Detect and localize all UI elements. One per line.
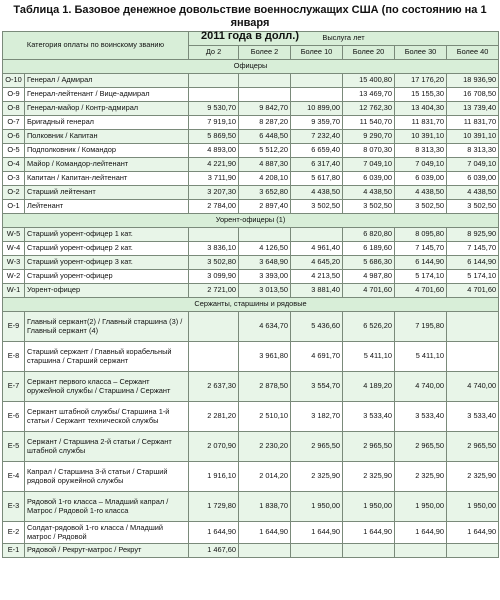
- pay-value-cell: 1 644,90: [447, 522, 499, 544]
- grade-code: E-5: [3, 432, 25, 462]
- year-col-header: Более 2: [239, 46, 291, 60]
- pay-value-cell: 4 438,50: [447, 186, 499, 200]
- grade-code: W-3: [3, 256, 25, 270]
- grade-code: E-4: [3, 462, 25, 492]
- rank-name: Капрал / Старшина 3-й статьи / Старший рядовой оружейной службы: [25, 462, 189, 492]
- rank-name: Рядовой / Рекрут-матрос / Рекрут: [25, 544, 189, 558]
- grade-code: E-6: [3, 402, 25, 432]
- pay-value-cell: 2 784,00: [189, 200, 239, 214]
- category-header: Категория оплаты по воинскому званию: [3, 32, 189, 60]
- pay-value-cell: [189, 74, 239, 88]
- pay-value-cell: 2 965,50: [291, 432, 343, 462]
- pay-value-cell: 4 221,90: [189, 158, 239, 172]
- year-col-header: Более 20: [343, 46, 395, 60]
- grade-code: W-2: [3, 270, 25, 284]
- section-title: Офицеры: [3, 60, 499, 74]
- pay-value-cell: 2 965,50: [447, 432, 499, 462]
- table-row: [3, 522, 499, 544]
- pay-value-cell: 12 762,30: [343, 102, 395, 116]
- table-row: [3, 228, 499, 242]
- pay-value-cell: 2 965,50: [343, 432, 395, 462]
- grade-code: W-1: [3, 284, 25, 298]
- rank-name: Старший сержант / Главный корабельный старшина / Старший сержант: [25, 342, 189, 372]
- pay-value-cell: 3 502,80: [189, 256, 239, 270]
- title-line-1: Таблица 1. Базовое денежное довольствие военнослужащих США (по состоянию на 1 января: [13, 4, 487, 29]
- pay-value-cell: 9 290,70: [343, 130, 395, 144]
- year-col-header: До 2: [189, 46, 239, 60]
- pay-value-cell: [189, 88, 239, 102]
- pay-value-cell: 4 213,50: [291, 270, 343, 284]
- pay-value-cell: 6 659,40: [291, 144, 343, 158]
- grade-code: O-6: [3, 130, 25, 144]
- pay-value-cell: 2 325,90: [395, 462, 447, 492]
- pay-value-cell: 7 049,10: [447, 158, 499, 172]
- pay-value-cell: 4 438,50: [343, 186, 395, 200]
- pay-value-cell: 3 099,90: [189, 270, 239, 284]
- table-row: [3, 88, 499, 102]
- pay-value-cell: 17 176,20: [395, 74, 447, 88]
- pay-value-cell: 3 533,40: [343, 402, 395, 432]
- year-col-header: Более 40: [447, 46, 499, 60]
- pay-value-cell: [447, 544, 499, 558]
- pay-value-cell: [447, 312, 499, 342]
- pay-value-cell: 5 869,50: [189, 130, 239, 144]
- rank-name: Подполковник / Командор: [25, 144, 189, 158]
- grade-code: O-4: [3, 158, 25, 172]
- grade-code: O-7: [3, 116, 25, 130]
- rank-name: Бригадный генерал: [25, 116, 189, 130]
- pay-value-cell: 8 313,30: [395, 144, 447, 158]
- pay-value-cell: 2 325,90: [291, 462, 343, 492]
- pay-value-cell: 7 145,70: [447, 242, 499, 256]
- table-body: [3, 60, 499, 558]
- pay-value-cell: 6 144,90: [395, 256, 447, 270]
- pay-value-cell: 1 838,70: [239, 492, 291, 522]
- rank-name: Сержант первого класса – Сержант оружейной службы / Старшина / Сержант: [25, 372, 189, 402]
- table-row: [3, 544, 499, 558]
- pay-value-cell: 9 359,70: [291, 116, 343, 130]
- rank-name: Полковник / Капитан: [25, 130, 189, 144]
- pay-value-cell: 2 281,20: [189, 402, 239, 432]
- table-row: [3, 74, 499, 88]
- pay-value-cell: 7 195,80: [395, 312, 447, 342]
- rank-name: Сержант / Старшина 2-й статьи / Сержант штабной службы: [25, 432, 189, 462]
- pay-value-cell: 4 740,00: [395, 372, 447, 402]
- pay-value-cell: 3 533,40: [447, 402, 499, 432]
- pay-value-cell: 1 950,00: [395, 492, 447, 522]
- table-row: [3, 342, 499, 372]
- pay-value-cell: 3 711,90: [189, 172, 239, 186]
- pay-value-cell: 10 391,10: [447, 130, 499, 144]
- pay-value-cell: 15 155,30: [395, 88, 447, 102]
- rank-name: Старший уорент-офицер 3 кат.: [25, 256, 189, 270]
- section-row: [3, 214, 499, 228]
- pay-value-cell: 3 836,10: [189, 242, 239, 256]
- pay-value-cell: 1 950,00: [447, 492, 499, 522]
- pay-value-cell: 11 831,70: [395, 116, 447, 130]
- pay-value-cell: 5 686,30: [343, 256, 395, 270]
- table-row: [3, 284, 499, 298]
- rank-name: Майор / Командор-лейтенант: [25, 158, 189, 172]
- pay-value-cell: 2 721,00: [189, 284, 239, 298]
- pay-value-cell: 4 208,10: [239, 172, 291, 186]
- pay-value-cell: [447, 342, 499, 372]
- pay-value-cell: [291, 228, 343, 242]
- year-col-header: Более 10: [291, 46, 343, 60]
- rank-name: Рядовой 1-го класса – Младший капрал / Матрос / Рядовой 1-го класса: [25, 492, 189, 522]
- pay-value-cell: 13 404,30: [395, 102, 447, 116]
- pay-value-cell: 11 540,70: [343, 116, 395, 130]
- pay-value-cell: 4 634,70: [239, 312, 291, 342]
- pay-value-cell: 18 936,90: [447, 74, 499, 88]
- table-row: [3, 312, 499, 342]
- pay-value-cell: 1 950,00: [343, 492, 395, 522]
- pay-value-cell: 5 512,20: [239, 144, 291, 158]
- grade-code: O-2: [3, 186, 25, 200]
- section-title: Сержанты, старшины и рядовые: [3, 298, 499, 312]
- grade-code: O-3: [3, 172, 25, 186]
- pay-value-cell: [343, 544, 395, 558]
- pay-value-cell: 6 039,00: [395, 172, 447, 186]
- table-row: [3, 372, 499, 402]
- pay-value-cell: 7 919,10: [189, 116, 239, 130]
- table-row: [3, 130, 499, 144]
- pay-value-cell: 3 013,50: [239, 284, 291, 298]
- pay-value-cell: 1 916,10: [189, 462, 239, 492]
- year-col-header: Более 30: [395, 46, 447, 60]
- pay-value-cell: 15 400,80: [343, 74, 395, 88]
- title-line-2: 2011 года в долл.): [200, 30, 300, 42]
- rank-name: Старший уорент-офицер 2 кат.: [25, 242, 189, 256]
- rank-name: Главный сержант(2) / Главный старшина (3) / Главный сержант (4): [25, 312, 189, 342]
- pay-value-cell: 3 554,70: [291, 372, 343, 402]
- pay-value-cell: 4 740,00: [447, 372, 499, 402]
- pay-value-cell: 8 070,30: [343, 144, 395, 158]
- grade-code: E-8: [3, 342, 25, 372]
- pay-value-cell: 2 965,50: [395, 432, 447, 462]
- pay-value-cell: 2 014,20: [239, 462, 291, 492]
- pay-value-cell: 4 189,20: [343, 372, 395, 402]
- table-row: [3, 242, 499, 256]
- grade-code: O-5: [3, 144, 25, 158]
- table-row: [3, 270, 499, 284]
- pay-value-cell: 1 644,90: [239, 522, 291, 544]
- pay-value-cell: 3 393,00: [239, 270, 291, 284]
- pay-value-cell: 1 644,90: [189, 522, 239, 544]
- pay-value-cell: 4 887,30: [239, 158, 291, 172]
- rank-name: Старший уорент-офицер 1 кат.: [25, 228, 189, 242]
- pay-value-cell: [291, 74, 343, 88]
- pay-value-cell: 2 230,20: [239, 432, 291, 462]
- pay-value-cell: 6 317,40: [291, 158, 343, 172]
- pay-value-cell: 4 987,80: [343, 270, 395, 284]
- pay-value-cell: [189, 312, 239, 342]
- pay-value-cell: 5 411,10: [343, 342, 395, 372]
- table-row: [3, 144, 499, 158]
- pay-value-cell: 8 287,20: [239, 116, 291, 130]
- pay-table: [2, 31, 499, 558]
- pay-value-cell: 1 729,80: [189, 492, 239, 522]
- pay-value-cell: 1 644,90: [395, 522, 447, 544]
- grade-code: W-5: [3, 228, 25, 242]
- pay-value-cell: 9 530,70: [189, 102, 239, 116]
- pay-value-cell: 5 436,60: [291, 312, 343, 342]
- pay-value-cell: 2 325,90: [447, 462, 499, 492]
- pay-value-cell: 2 637,30: [189, 372, 239, 402]
- pay-value-cell: [239, 74, 291, 88]
- pay-value-cell: 3 961,80: [239, 342, 291, 372]
- table-row: [3, 402, 499, 432]
- pay-value-cell: 5 174,10: [447, 270, 499, 284]
- pay-value-cell: 3 207,30: [189, 186, 239, 200]
- pay-value-cell: 1 644,90: [343, 522, 395, 544]
- grade-code: E-3: [3, 492, 25, 522]
- grade-code: O-8: [3, 102, 25, 116]
- pay-value-cell: [239, 228, 291, 242]
- pay-value-cell: 13 739,40: [447, 102, 499, 116]
- pay-value-cell: 6 448,50: [239, 130, 291, 144]
- pay-value-cell: 2 510,10: [239, 402, 291, 432]
- pay-value-cell: 6 189,60: [343, 242, 395, 256]
- table-row: [3, 116, 499, 130]
- pay-value-cell: 9 842,70: [239, 102, 291, 116]
- pay-value-cell: [291, 88, 343, 102]
- pay-value-cell: 7 232,40: [291, 130, 343, 144]
- rank-name: Сержант штабной службы/ Старшина 1-й статьи / Сержант технической службы: [25, 402, 189, 432]
- pay-value-cell: [239, 544, 291, 558]
- table-row: [3, 256, 499, 270]
- pay-value-cell: [189, 228, 239, 242]
- pay-value-cell: 4 701,60: [395, 284, 447, 298]
- table-row: [3, 186, 499, 200]
- pay-value-cell: [239, 88, 291, 102]
- pay-value-cell: 10 899,00: [291, 102, 343, 116]
- rank-name: Старший уорент-офицер: [25, 270, 189, 284]
- grade-code: E-2: [3, 522, 25, 544]
- rank-name: Уорент-офицер: [25, 284, 189, 298]
- grade-code: O-10: [3, 74, 25, 88]
- pay-value-cell: 3 502,50: [395, 200, 447, 214]
- pay-value-cell: 13 469,70: [343, 88, 395, 102]
- pay-value-cell: 1 950,00: [291, 492, 343, 522]
- pay-value-cell: 4 438,50: [291, 186, 343, 200]
- pay-value-cell: 3 502,50: [291, 200, 343, 214]
- pay-value-cell: 2 878,50: [239, 372, 291, 402]
- table-row: [3, 432, 499, 462]
- pay-value-cell: 6 039,00: [447, 172, 499, 186]
- table-row: [3, 102, 499, 116]
- section-row: [3, 60, 499, 74]
- pay-value-cell: [395, 544, 447, 558]
- grade-code: E-7: [3, 372, 25, 402]
- pay-value-cell: 8 925,90: [447, 228, 499, 242]
- pay-value-cell: 2 325,90: [343, 462, 395, 492]
- rank-name: Солдат-рядовой 1-го класса / Младший матрос / Рядовой: [25, 522, 189, 544]
- pay-value-cell: 8 313,30: [447, 144, 499, 158]
- pay-value-cell: 2 070,90: [189, 432, 239, 462]
- pay-value-cell: 6 039,00: [343, 172, 395, 186]
- rank-name: Старший лейтенант: [25, 186, 189, 200]
- pay-value-cell: 2 897,40: [239, 200, 291, 214]
- rank-name: Капитан / Капитан-лейтенант: [25, 172, 189, 186]
- pay-value-cell: [291, 544, 343, 558]
- pay-value-cell: 6 526,20: [343, 312, 395, 342]
- grade-code: E-1: [3, 544, 25, 558]
- pay-value-cell: 8 095,80: [395, 228, 447, 242]
- pay-value-cell: 4 438,50: [395, 186, 447, 200]
- grade-code: W-4: [3, 242, 25, 256]
- pay-value-cell: 4 701,60: [343, 284, 395, 298]
- table-row: [3, 462, 499, 492]
- rank-name: Генерал-лейтенант / Вице-адмирал: [25, 88, 189, 102]
- pay-value-cell: 3 502,50: [343, 200, 395, 214]
- pay-value-cell: 5 617,80: [291, 172, 343, 186]
- pay-value-cell: 7 049,10: [395, 158, 447, 172]
- rank-name: Генерал-майор / Контр-адмирал: [25, 102, 189, 116]
- pay-value-cell: 3 648,90: [239, 256, 291, 270]
- pay-value-cell: 1 644,90: [291, 522, 343, 544]
- pay-value-cell: 4 701,60: [447, 284, 499, 298]
- table-row: [3, 200, 499, 214]
- pay-value-cell: 7 145,70: [395, 242, 447, 256]
- pay-value-cell: 4 126,50: [239, 242, 291, 256]
- pay-value-cell: 3 182,70: [291, 402, 343, 432]
- table-row: [3, 492, 499, 522]
- table-row: [3, 172, 499, 186]
- pay-value-cell: 10 391,10: [395, 130, 447, 144]
- table-row: [3, 158, 499, 172]
- pay-value-cell: 7 049,10: [343, 158, 395, 172]
- pay-value-cell: 4 961,40: [291, 242, 343, 256]
- pay-value-cell: 6 144,90: [447, 256, 499, 270]
- section-title: Уорент-офицеры (1): [3, 214, 499, 228]
- pay-value-cell: 4 893,00: [189, 144, 239, 158]
- pay-value-cell: 4 645,20: [291, 256, 343, 270]
- pay-value-cell: 6 820,80: [343, 228, 395, 242]
- pay-value-cell: 3 881,40: [291, 284, 343, 298]
- grade-code: O-9: [3, 88, 25, 102]
- pay-value-cell: 11 831,70: [447, 116, 499, 130]
- pay-value-cell: [189, 342, 239, 372]
- pay-value-cell: 5 174,10: [395, 270, 447, 284]
- pay-value-cell: 3 533,40: [395, 402, 447, 432]
- section-row: [3, 298, 499, 312]
- service-years-header: Выслуга лет: [189, 32, 499, 46]
- pay-value-cell: 1 467,60: [189, 544, 239, 558]
- pay-value-cell: 3 652,80: [239, 186, 291, 200]
- pay-value-cell: 4 691,70: [291, 342, 343, 372]
- pay-value-cell: 16 708,50: [447, 88, 499, 102]
- pay-value-cell: 3 502,50: [447, 200, 499, 214]
- grade-code: O-1: [3, 200, 25, 214]
- rank-name: Генерал / Адмирал: [25, 74, 189, 88]
- grade-code: E-9: [3, 312, 25, 342]
- rank-name: Лейтенант: [25, 200, 189, 214]
- pay-value-cell: 5 411,10: [395, 342, 447, 372]
